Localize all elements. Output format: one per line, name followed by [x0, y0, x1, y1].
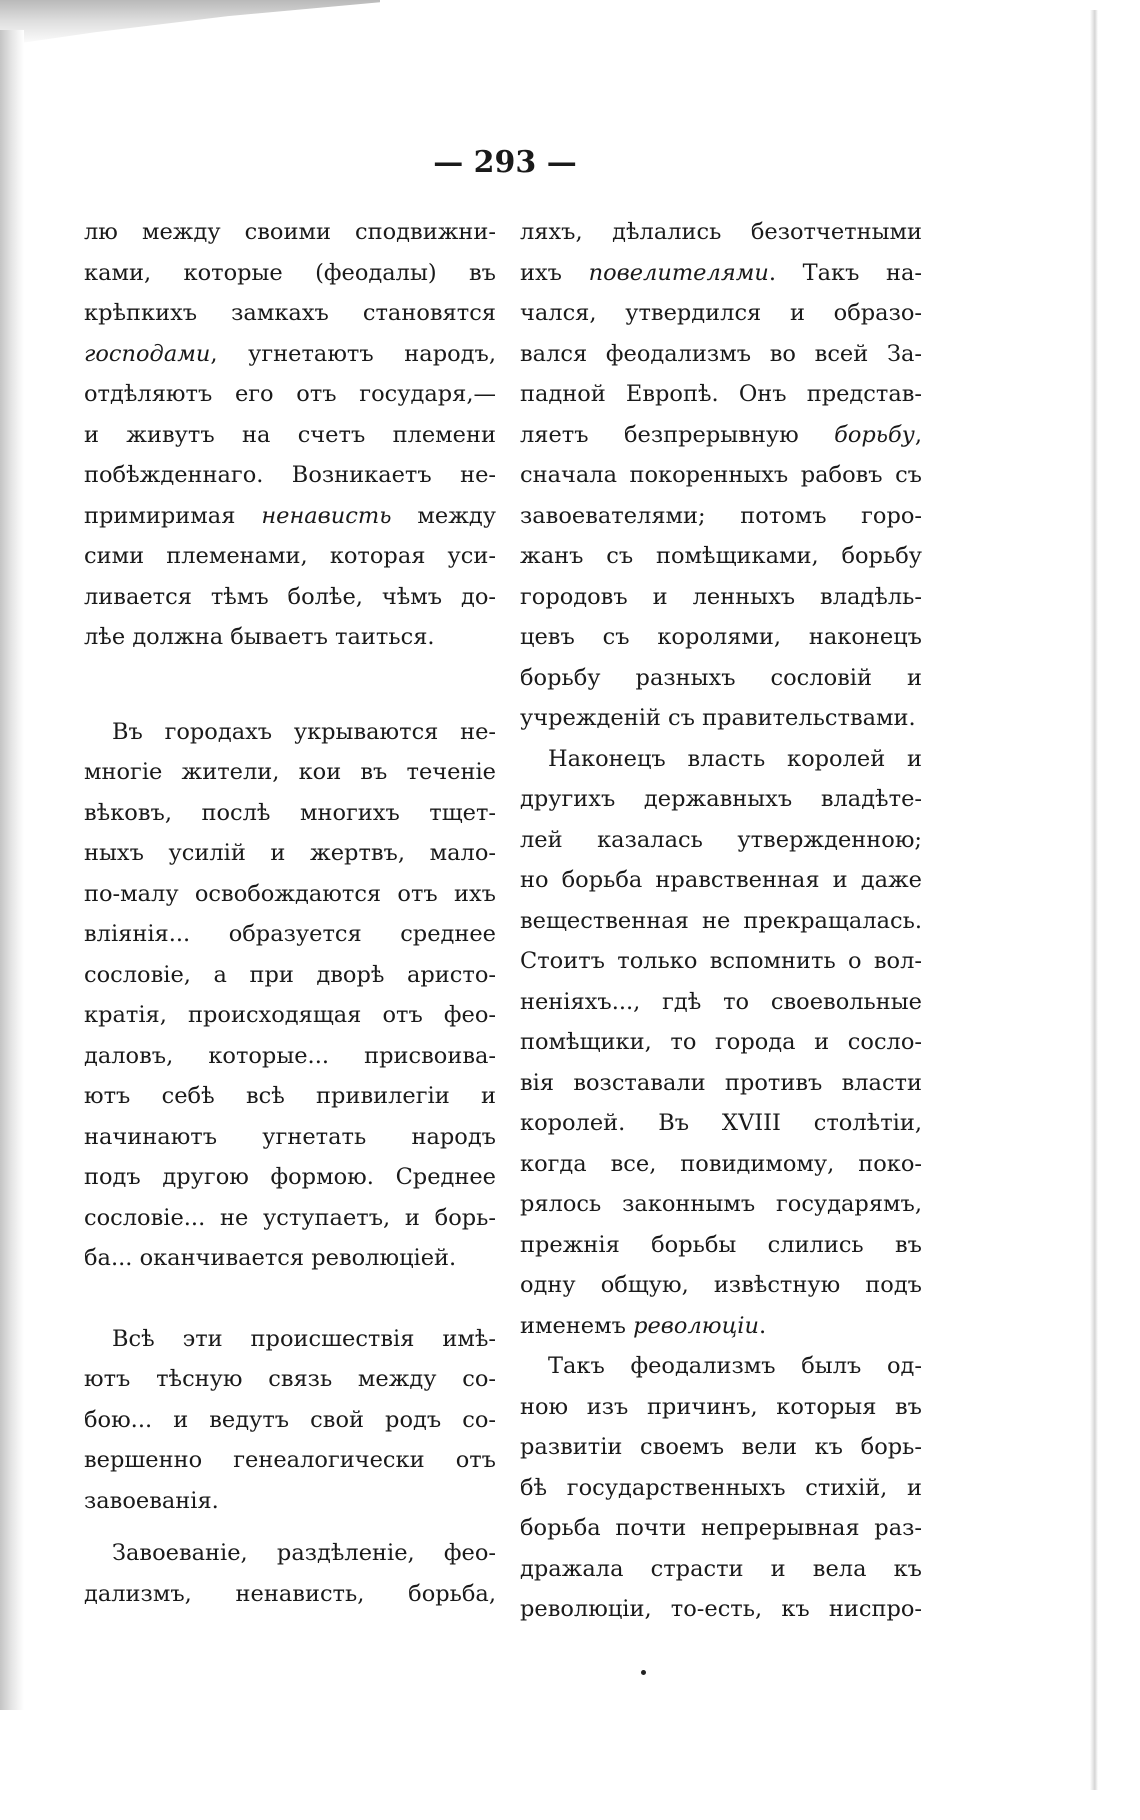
right-column-line: завоевателями; потомъ горо-: [520, 502, 922, 529]
right-column-line: дражала страсти и вела къ: [520, 1555, 922, 1582]
left-column-line: крѣпкихъ замкахъ становятся: [84, 300, 496, 326]
left-column-line: сословіе, а при дворѣ аристо-: [84, 961, 496, 988]
left-column-line: ютъ себѣ всѣ привилегіи и: [84, 1083, 496, 1109]
emphasized-word: борьбу: [834, 421, 915, 448]
right-column-line: лей казалась утвержденною;: [520, 826, 922, 853]
right-column-line: городовъ и ленныхъ владѣль-: [520, 583, 922, 610]
right-column-line: королей. Въ XVIII столѣтіи,: [520, 1110, 922, 1136]
left-column-line: [84, 496, 496, 537]
right-column-line: учрежденій съ правительствами.: [520, 705, 916, 731]
text-segment: примиримая: [84, 502, 262, 529]
left-column-line: кратія, происходящая отъ фео-: [84, 1002, 496, 1028]
left-column-line: и живутъ на счетъ племени: [84, 421, 496, 448]
right-column-line: вещественная не прекращалась.: [520, 907, 922, 934]
printer-mark: [641, 1670, 646, 1675]
right-column-line: падной Европѣ. Онъ представ-: [520, 381, 922, 407]
left-column-line: побѣжденнаго. Возникаетъ не-: [84, 462, 496, 488]
emphasized-word: повелителями: [588, 259, 769, 286]
right-column-line: помѣщики, то города и сосло-: [520, 1029, 922, 1055]
right-column-line: Наконецъ власть королей и: [548, 745, 922, 772]
emphasized-word: господами: [84, 340, 211, 367]
right-column-line: Стоитъ только вспомнить о вол-: [520, 948, 922, 974]
right-column-line: бѣ государственныхъ стихій, и: [520, 1474, 922, 1501]
text-segment: ихъ: [520, 259, 589, 286]
left-column-line: дализмъ, ненависть, борьба,: [84, 1580, 496, 1607]
scan-shadow-top: [0, 0, 380, 46]
left-column-line: даловъ, которые... присвоива-: [84, 1042, 496, 1069]
right-column-line: [520, 253, 922, 294]
page-number: — 293 —: [433, 145, 577, 180]
text-segment: между: [391, 502, 496, 529]
right-column-line: вія возставали противъ власти: [520, 1069, 922, 1096]
emphasized-word: революціи: [633, 1312, 759, 1339]
right-column-line: другихъ державныхъ владѣте-: [520, 786, 922, 812]
left-text-column: [84, 212, 496, 1614]
scan-shadow-left: [0, 30, 24, 1710]
left-column-line: сими племенами, которая уси-: [84, 543, 496, 569]
right-column-line: борьбу разныхъ сословій и: [520, 664, 922, 691]
left-column-line: ба... оканчивается революціей.: [84, 1245, 457, 1271]
text-segment: . Такъ на-: [768, 259, 922, 286]
right-column-line: цевъ съ королями, наконецъ: [520, 624, 922, 650]
left-column-line: ливается тѣмъ болѣе, чѣмъ до-: [84, 583, 496, 610]
scan-shadow-right: [1090, 10, 1098, 1790]
text-segment: именемъ: [520, 1312, 634, 1339]
text-segment: ,: [914, 421, 922, 448]
right-column-line: когда все, повидимому, поко-: [520, 1150, 922, 1177]
left-column-line: ютъ тѣсную связь между со-: [84, 1366, 496, 1392]
left-column-line: завоеванія.: [84, 1487, 219, 1514]
right-column-line: вался феодализмъ во всей За-: [520, 340, 922, 367]
right-column-line: рялось законнымъ государямъ,: [520, 1191, 922, 1217]
right-column-line: борьба почти непрерывная раз-: [520, 1515, 922, 1541]
right-column-line: Такъ феодализмъ былъ од-: [548, 1353, 922, 1379]
right-column-line: ною изъ причинъ, которыя въ: [520, 1393, 922, 1420]
left-column-line: вершенно генеалогически отъ: [84, 1447, 496, 1473]
right-column-line: прежнія борьбы слились въ: [520, 1231, 922, 1258]
left-column-line: вѣковъ, послѣ многихъ тщет-: [84, 799, 496, 826]
text-segment: , угнетаютъ народъ,: [210, 340, 496, 367]
left-column-line: ныхъ усилій и жертвъ, мало-: [84, 840, 496, 866]
right-column-line: чался, утвердился и образо-: [520, 300, 922, 326]
right-column-line: но борьба нравственная и даже: [520, 867, 922, 893]
emphasized-word: ненависть: [261, 502, 392, 529]
right-column-line: сначала покоренныхъ рабовъ съ: [520, 462, 922, 488]
right-column-line: [520, 1306, 922, 1347]
right-column-line: революціи, то-есть, къ ниспро-: [520, 1596, 922, 1622]
left-column-line: [84, 334, 496, 375]
left-column-line: подъ другою формою. Среднее: [84, 1164, 496, 1190]
left-column-line: многіе жители, кои въ теченіе: [84, 759, 496, 785]
right-column-line: развитіи своемъ вели къ борь-: [520, 1434, 922, 1460]
text-segment: .: [758, 1312, 767, 1339]
left-column-line: ками, которые (феодалы) въ: [84, 259, 496, 286]
left-column-line: бою... и ведутъ свой родъ со-: [84, 1406, 496, 1433]
left-column-line: вліянія... образуется среднее: [84, 921, 496, 947]
left-column-line: отдѣляютъ его отъ государя,—: [84, 381, 496, 407]
right-column-line: [520, 415, 922, 456]
left-column-line: Завоеваніе, раздѣленіе, фео-: [112, 1540, 496, 1566]
text-segment: ляетъ безпрерывную: [520, 421, 835, 448]
left-column-line: начинаютъ угнетать народъ: [84, 1123, 496, 1150]
right-column-line: неніяхъ..., гдѣ то своевольные: [520, 988, 922, 1015]
left-column-line: Въ городахъ укрываются не-: [112, 718, 496, 745]
left-column-line: лѣе должна бываетъ таиться.: [84, 624, 435, 650]
left-column-line: по-малу освобождаются отъ ихъ: [84, 880, 496, 907]
right-column-line: ляхъ, дѣлались безотчетными: [520, 219, 922, 245]
right-column-line: одну общую, извѣстную подъ: [520, 1272, 922, 1298]
right-text-column: [520, 212, 922, 1630]
right-column-line: жанъ съ помѣщиками, борьбу: [520, 543, 922, 569]
left-column-line: лю между своими сподвижни-: [84, 219, 496, 245]
left-column-line: сословіе... не уступаетъ, и борь-: [84, 1204, 496, 1231]
left-column-line: Всѣ эти происшествія имѣ-: [112, 1325, 496, 1352]
